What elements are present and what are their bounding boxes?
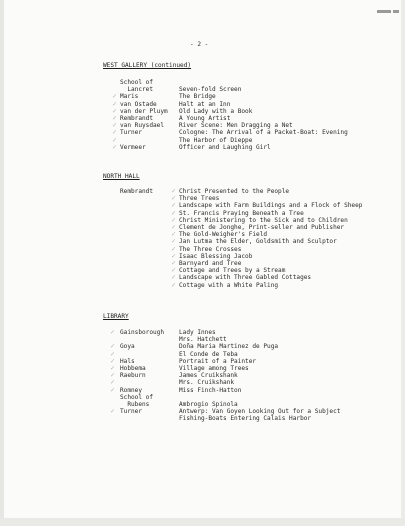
artwork-title: Christ Presented to the People — [179, 188, 290, 195]
artist-name: van der Pluym — [120, 107, 168, 115]
check-mark: ✓ — [171, 209, 177, 217]
artwork-title: Seven-fold Screen — [179, 86, 242, 94]
check-mark: ✓ — [110, 365, 116, 372]
artist-name: Romney — [120, 386, 143, 394]
artist-name: Lancret — [120, 86, 154, 94]
check-mark: ✓ — [171, 267, 177, 275]
artwork-title: Cottage and Trees by a Stream — [179, 267, 286, 275]
check-mark: ✓ — [112, 129, 118, 137]
artwork-title: Landscape with Three Gabled Cottages — [179, 274, 312, 282]
check-mark: ✓ — [110, 379, 116, 387]
artwork-title: Three Trees — [179, 195, 220, 203]
check-mark: ✓ — [110, 357, 116, 365]
section-heading-west-gallery: WEST GALLERY (continued) — [103, 62, 192, 69]
check-mark: ✓ — [110, 329, 116, 336]
page-number: - 2 - — [190, 41, 209, 48]
artist-name: Rubens — [120, 401, 150, 408]
artwork-title: Fishing-Boats Entering Calais Harbor — [179, 415, 312, 423]
artwork-title: Clement de Jonghe, Print-seller and Publisher — [179, 224, 345, 231]
artwork-title: Portrait of a Painter — [179, 357, 257, 365]
artwork-title: Ambrogio Spinola — [179, 401, 238, 408]
artwork-title: El Conde de Teba — [179, 350, 238, 358]
section-heading-north-hall: NORTH HALL — [103, 173, 140, 180]
check-mark: ✓ — [112, 93, 118, 101]
artwork-title: The Gold-Weigher's Field — [179, 231, 268, 239]
check-mark: ✓ — [171, 274, 177, 282]
scan-edge-right — [401, 0, 405, 526]
artist-name: Rembrandt — [120, 115, 154, 122]
check-mark: ✓ — [171, 202, 177, 210]
artwork-title: Old Lady with a Book — [179, 107, 253, 115]
artwork-title: Christ Ministering to the Sick and to Children — [179, 216, 348, 224]
artwork-title: The Bridge — [179, 93, 216, 101]
artist-name: Goya — [120, 343, 135, 351]
artwork-title: The Three Crosses — [179, 245, 242, 253]
check-mark: ✓ — [112, 136, 118, 144]
artwork-title: Landscape with Farm Buildings and a Flock of Sheep — [179, 202, 363, 210]
artist-name: Turner — [120, 129, 143, 137]
check-mark: ✓ — [110, 343, 116, 351]
artist-name: van Ostade — [120, 100, 157, 108]
check-mark: ✓ — [171, 281, 177, 289]
artwork-title: River Scene: Men Dragging a Net — [179, 122, 293, 130]
artwork-title: Officer and Laughing Girl — [179, 143, 271, 151]
artist-name: Hals — [120, 357, 135, 365]
staple-mark — [377, 10, 391, 13]
artwork-title: The Harbor of Dieppe — [179, 136, 253, 144]
north-hall-artist: Rembrandt — [120, 188, 154, 195]
staple-mark — [393, 10, 399, 13]
check-mark: ✓ — [171, 231, 177, 239]
check-mark: ✓ — [171, 195, 177, 203]
artwork-title: Cottage with a White Paling — [179, 281, 279, 289]
artist-name: Turner — [120, 408, 143, 416]
artwork-title: Antwerp: Van Goyen Looking Out for a Subject — [179, 408, 341, 416]
check-mark: ✓ — [110, 408, 116, 416]
artist-name: Vermeer — [120, 143, 146, 151]
artwork-title: Miss Finch-Hatton — [179, 386, 242, 394]
artist-name: Maris — [120, 93, 139, 101]
artist-name: School of — [120, 393, 154, 401]
section-heading-library: LIBRARY — [103, 313, 129, 320]
artwork-title: Cologne: The Arrival of a Packet-Boat: Evening — [179, 129, 348, 137]
artwork-title: Mrs. Hatchett — [179, 336, 227, 344]
check-mark: ✓ — [110, 372, 116, 380]
check-mark: ✓ — [112, 107, 118, 115]
artwork-title: Barnyard and Tree — [179, 260, 242, 267]
artwork-title: A Young Artist — [179, 115, 231, 122]
scan-edge-bottom — [0, 518, 405, 526]
check-mark: ✓ — [171, 224, 177, 231]
artwork-title: Jan Lutma the Elder, Goldsmith and Sculptor — [179, 238, 337, 246]
check-mark: ✓ — [112, 100, 118, 108]
artwork-title: Mrs. Cruikshank — [179, 379, 235, 387]
check-mark: ✓ — [112, 122, 118, 130]
check-mark: ✓ — [171, 188, 177, 195]
artist-name: Gainsborough — [120, 329, 165, 336]
artwork-title: St. Francis Praying Beneath a Tree — [179, 209, 304, 217]
check-mark: ✓ — [171, 238, 177, 246]
artist-name: Hobbema — [120, 365, 146, 372]
check-mark: ✓ — [112, 115, 118, 122]
artwork-title: Halt at an Inn — [179, 100, 231, 108]
check-mark: ✓ — [171, 245, 177, 253]
check-mark: ✓ — [110, 386, 116, 394]
artist-name: School of — [120, 79, 154, 86]
scan-edge-left — [0, 0, 4, 526]
check-mark: ✓ — [171, 252, 177, 260]
check-mark: ✓ — [112, 143, 118, 151]
artwork-title: Doña Maria Martinez de Puga — [179, 343, 279, 351]
artist-name: Raeburn — [120, 372, 146, 380]
artwork-title: Isaac Blessing Jacob — [179, 252, 253, 260]
artwork-title: Village among Trees — [179, 365, 249, 372]
check-mark: ✓ — [171, 216, 177, 224]
check-mark: ✓ — [110, 350, 116, 358]
artwork-title: Lady Innes — [179, 329, 216, 336]
check-mark: ✓ — [171, 260, 177, 267]
artwork-title: James Cruikshank — [179, 372, 238, 380]
artist-name: van Ruysdael — [120, 122, 165, 130]
